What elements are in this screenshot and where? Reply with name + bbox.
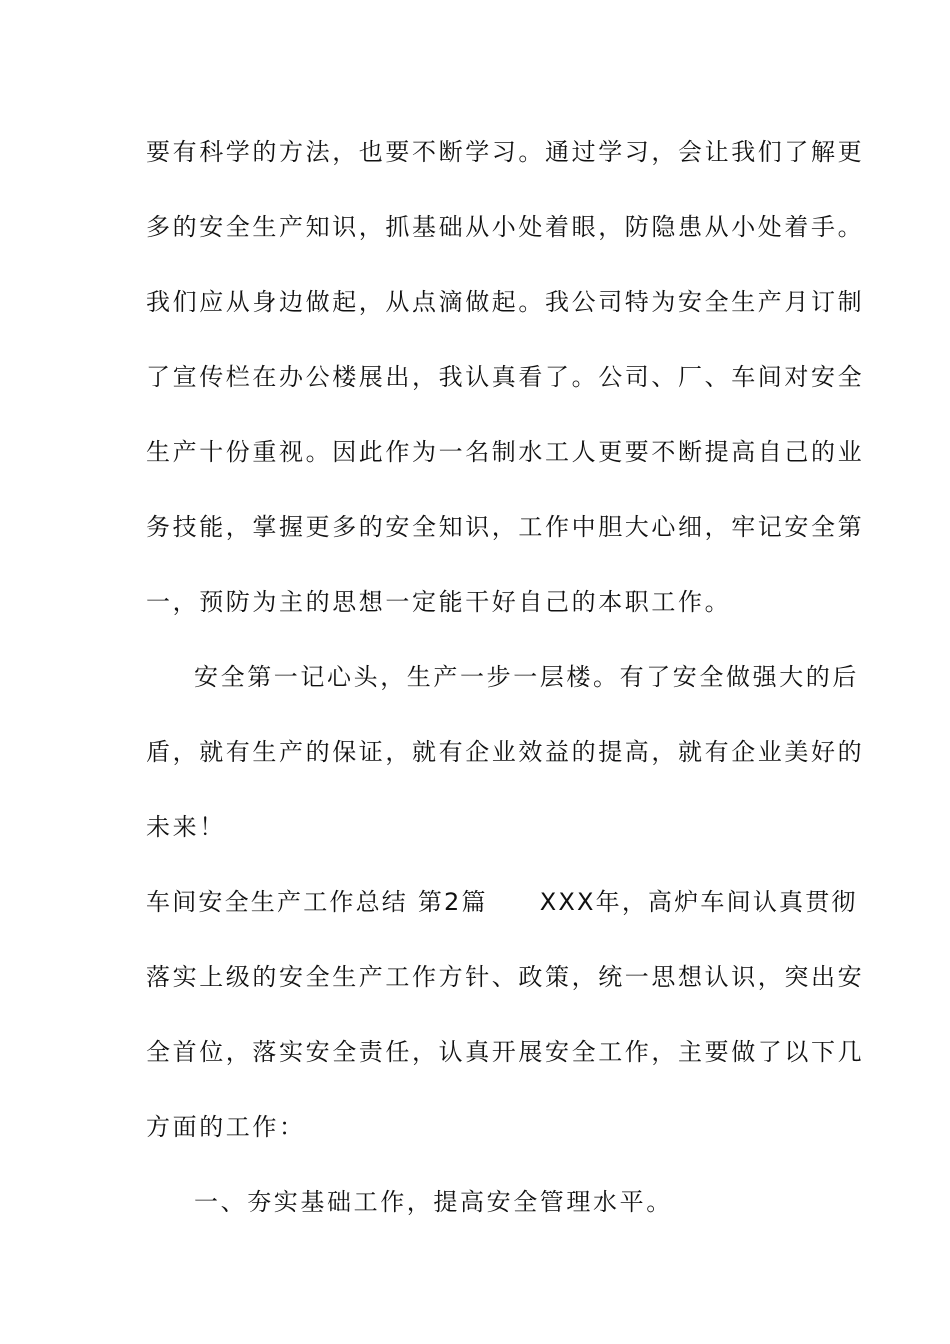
paragraph-line: 一，预防为主的思想一定能干好自己的本职工作。 — [146, 588, 732, 616]
paragraph-line: 多的安全生产知识，抓基础从小处着眼，防隐患从小处着手。 — [146, 213, 865, 241]
section-heading: 车间安全生产工作总结 第2篇 — [146, 888, 488, 916]
subheading-line: 一、夯实基础工作，提高安全管理水平。 — [194, 1188, 673, 1216]
section-heading-line — [146, 882, 858, 922]
paragraph-line: 落实上级的安全生产工作方针、政策，统一思想认识，突出安 — [146, 963, 865, 991]
paragraph-line: 务技能，掌握更多的安全知识，工作中胆大心细，牢记安全第 — [146, 513, 865, 541]
paragraph-line: 我们应从身边做起，从点滴做起。我公司特为安全生产月订制 — [146, 288, 865, 316]
paragraph-line: 全首位，落实安全责任，认真开展安全工作，主要做了以下几 — [146, 1038, 865, 1066]
paragraph-line: 生产十份重视。因此作为一名制水工人更要不断提高自己的业 — [146, 438, 865, 466]
paragraph-line: 要有科学的方法，也要不断学习。通过学习，会让我们了解更 — [146, 138, 865, 166]
paragraph-line: 方面的工作： — [146, 1113, 306, 1141]
paragraph-line: 盾，就有生产的保证，就有企业效益的提高，就有企业美好的 — [146, 738, 865, 766]
section-first-text: XXX年，高炉车间认真贯彻 — [539, 888, 858, 916]
paragraph-line: 了宣传栏在办公楼展出，我认真看了。公司、厂、车间对安全 — [146, 363, 865, 391]
paragraph-line: 未来！ — [146, 813, 226, 841]
paragraph-line: 安全第一记心头，生产一步一层楼。有了安全做强大的后 — [194, 663, 859, 691]
